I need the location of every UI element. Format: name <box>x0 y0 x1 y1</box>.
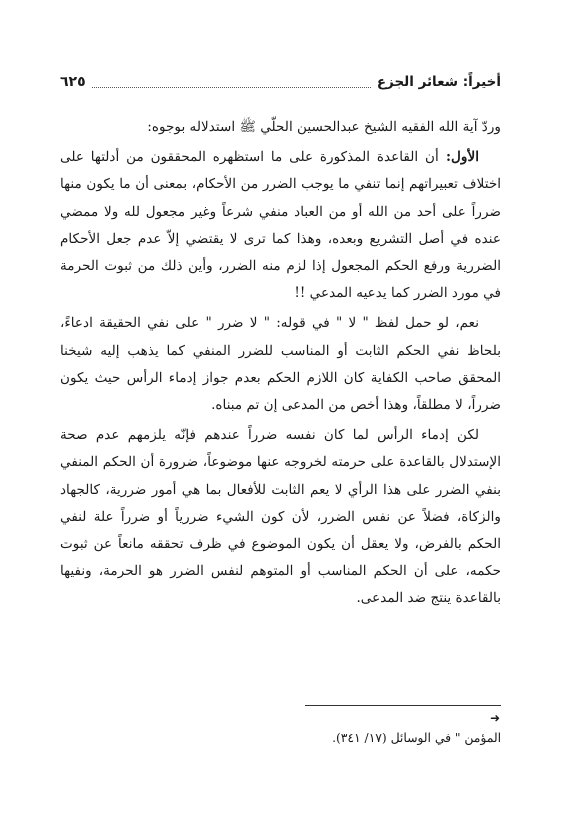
paragraph-intro-text: وردّ آية الله الفقيه الشيخ عبدالحسين الحلّي ﷺ استدلاله بوجوه: <box>147 119 501 135</box>
paragraph-second <box>60 310 501 419</box>
paragraph-intro <box>60 114 501 141</box>
page-number: ٦٢٥ <box>60 74 86 90</box>
running-title: أخيراً: شعائر الجزع <box>376 74 501 90</box>
page-header <box>60 72 501 92</box>
footnote-text: المؤمن " في الوسائل (١٧/ ٣٤١). <box>332 731 501 745</box>
footnote-separator <box>305 705 501 706</box>
paragraph-first-reason-text: أن القاعدة المذكورة على ما استظهره المحققون من أدلتها على اختلاف تعبيراتهم إنما تنفي ما يوجب الضرر من الأحكام، بمعنى أن ما يكون منها ضرراً على أحد من الله أو من العباد منفي شرعاً وغير مجعول لله ولا ممضي عنده في أصل التشريع وبعده، وهذا كما ترى لا يقتضي إلاّ عدم جعل الأحكام الضررية ورفع الحكم المجعول إذا لزم منه الضرر، وأين ذلك من ثبوت الحرمة في مورد الضرر كما يدعيه المدعي !! <box>60 149 501 302</box>
paragraph-lead-label: الأول: <box>438 149 479 166</box>
main-text <box>60 114 501 616</box>
header-dotted-leader <box>92 77 371 88</box>
paragraph-third <box>60 422 501 612</box>
footnote <box>61 728 501 748</box>
paragraph-first-reason <box>60 144 501 307</box>
paragraph-third-text: لكن إدماء الرأس لما كان نفسه ضرراً عندهم فإنّه يلزمهم عدم صحة الإستدلال بالقاعدة على حرمته لخروجه عنها موضوعاً، ضرورة أن الحكم المنفي بنفي الضرر على هذا الرأي لا يعم الثابت للأفعال بما هي أمور ضررية، كالجهاد والزكاة، فضلاً عن نفس الضرر، لأن كون الشيء ضررياً أو ضرراً علة لنفي الحكم بالفرض، ولا يعقل أن يكون الموضوع في ظرف تحققه مانعاً عن ثبوت حكمه، على أن الحكم المناسب أو المتوهم لنفس الضرر هو الحرمة، ونفيها بالقاعدة ينتج ضد المدعى. <box>60 427 501 607</box>
paragraph-second-text: نعم، لو حمل لفظ " لا " في قوله: " لا ضرر " على نفي الحقيقة ادعاءً، بلحاظ نفي الحكم الثابت أو المناسب للضرر المنفي كما يذهب إليه شيخنا المحقق صاحب الكفاية كان اللازم الحكم بعدم جواز إدماء الرأس حيث يكون ضرراً، لا مطلقاً، وهذا أخص من المدعى إن تم مبناه. <box>60 315 501 414</box>
continuation-arrow-icon: ➜ <box>490 711 501 725</box>
